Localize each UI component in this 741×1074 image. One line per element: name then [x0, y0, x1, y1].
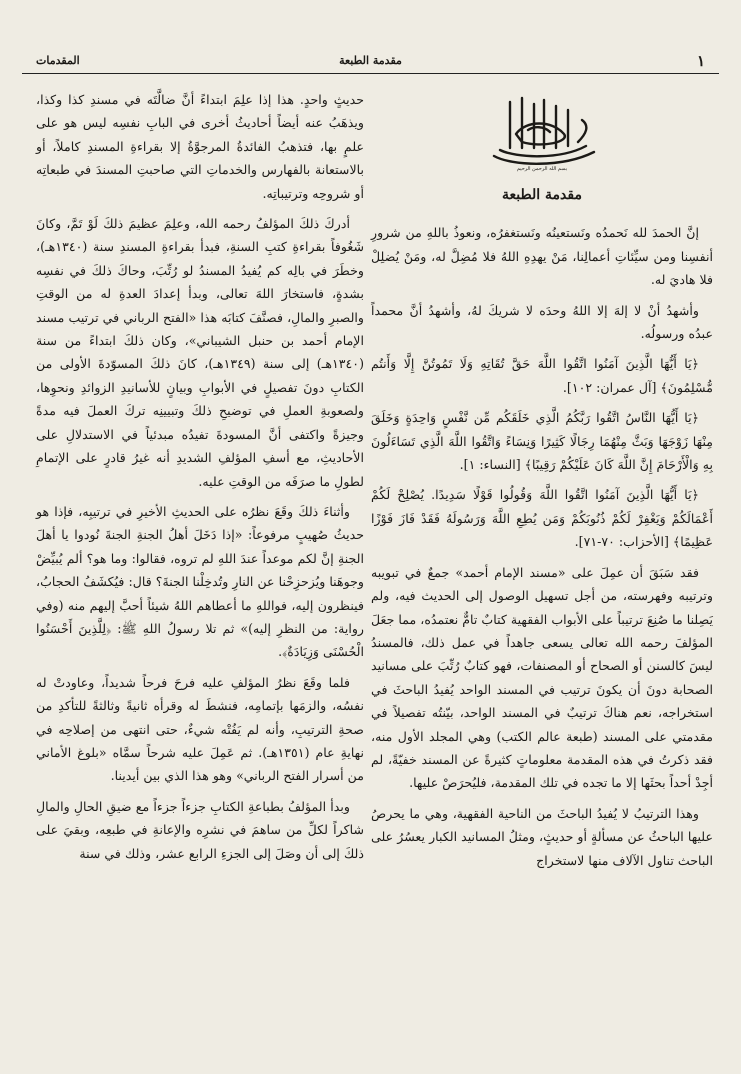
paragraph: وهذا الترتيبُ لا يُفيدُ الباحثَ من الناحية الفقهية، وهي ما يحرصُ عليها الباحثُ عن مسألةٍ أو حديثٍ، ومثلُ المسانيد الكبار يعسُرُ على الباحث تناول الآلاف منها لاستخراج	[371, 805, 713, 868]
running-title-center: مقدمة الطبعة	[339, 54, 402, 67]
paragraph: فلما وقَعَ نظرُ المؤلفِ عليه فرحَ فرحاً شديداً، وعاودتْ له نفسُه، والزمَها بإتمامِه، فنشطَ له وقرأه ثانيةً وثالثةً للتأكدِ من صحةِ الترتيبِ، وأنه لم يَفُتْه شيءٌ، حتى انتهى من إصلاحِه في نهايةِ عام (١٣٥١هـ). ثم عَمِلَ عليه شرحاً سمَّاه «بلوغ الأماني من أسرار الفتح الرباني» وهو هذا الذي بين أيدينا.	[36, 674, 364, 784]
running-header	[22, 38, 719, 72]
right-column	[371, 84, 713, 879]
quran-verse: ﴿يَا أَيُّهَا النَّاسُ اتَّقُوا رَبَّكُمُ الَّذِي خَلَقَكُم مِّن نَّفْسٍ وَاحِدَةٍ وَخَلَقَ مِنْهَا زَوْجَهَا وَبَثَّ مِنْهُمَا رِجَالًا كَثِيرًا وَنِسَاءً وَاتَّقُوا اللَّهَ الَّذِي تَسَاءَلُونَ بِهِ وَالْأَرْحَامَ إِنَّ اللَّهَ كَانَ عَلَيْكُمْ رَقِيبًا﴾ [النساء: ١].	[371, 410, 713, 473]
running-title-left: المقدمات	[36, 54, 80, 67]
paragraph: حديثٍ واحدٍ. هذا إذا علِمَ ابتداءً أنَّ ضالَّتَه في مسندِ كذا وكذا، ويذهَبُ عنه أيضاً أحاديثُ أخرى في البابِ نفسِه ليس هو على علمٍ بها، فتذهبُ الفائدةُ المرجوَّةُ إلا بقراءةِ المسندِ كاملاً، أو بالاستعانة بالفهارس والخدماتِ التي صاحبتِ المسندَ في طبعاتِه أو شروحِه وترتيباتِه.	[36, 92, 364, 201]
quran-verse: ﴿يَا أَيُّهَا الَّذِينَ آمَنُوا اتَّقُوا اللَّهَ حَقَّ تُقَاتِهِ وَلَا تَمُوتُنَّ إِلَّا وَأَنتُم مُّسْلِمُونَ﴾ [آل عمران: ١٠٢].	[371, 356, 713, 395]
section-title: مقدمة الطبعة	[502, 187, 582, 203]
header-rule	[22, 73, 719, 74]
paragraph: وأثناءَ ذلكَ وقَعَ نظرُه على الحديثِ الأخيرِ في ترتيبِه، فإذا هو حديثُ صُهيبٍ مرفوعاً: «إذا دَخَلَ أهلُ الجنةِ الجنةَ نُودوا يا أهلَ الجنةِ إنَّ لكم موعداً عندَ اللهِ لم تروه، فقالوا: وما هو؟ ألم يُبيِّضْ وجوهَنا ويُزحزِحْنا عن النارِ وتُدخِلْنا الجنةَ؟ قال: فيُكشَفُ الحجابُ، فينظرون إليه، فواللهِ ما أعطاهم اللهُ شيئاً أحبَّ إليهم منه (وفي رواية: من النظرِ إليه)» ثم تلا رسولُ اللهِ ﷺ: ﴿لِلَّذِينَ أَحْسَنُوا الْحُسْنَى وَزِيَادَةٌ﴾.	[36, 503, 364, 660]
paragraph: فقد سَبَقَ أن عمِلَ على «مسند الإمام أحمد» جمعٌ في تبويبه وترتيبه وفهرسته، من أجل تسهيل الوصول إلى الحديث فيه، ولم يَصِلنا ما صُنِعَ ترتيباً على الأبواب الفقهية كتابٌ تامٌّ نعتمدُه، مما جعَلَ المؤلفَ رحمه الله تعالى يسعى جاهداً في عمل ذلك، فالمسندُ ليسَ كالسنن أو الصحاح أو المصنفات، فهو كتابٌ رُتِّبَ على مسانيد الصحابة دونَ أن يكونَ ترتيب في المسند الواحد يُفيدُ الباحثَ في استخراجه، نعم هناكَ ترتيبٌ في المسند الواحد، بيّنتُه تفصيلاً في مقدمتي على المسند (طبعة عالم الكتب) وهي المجلد الأول منه، فقد ذكرتُ في هذه المقدمة معلوماتٍ كثيرةً عن المسند خفيّةً، لم أجِدْ أحداً بحثَها إلا ما تجده في تلك المقدمة، فليُحرَصْ عليها.	[371, 564, 713, 791]
page-number: ١	[696, 52, 705, 70]
basmala-calligraphy-ornament	[482, 90, 602, 174]
paragraph: وبدأ المؤلفُ بطباعةِ الكتابِ جزءاً جزءاً مع ضيقِ الحالِ والمالِ شاكراً لكلِّ من ساهمَ في نشرِه والإعانةِ في طبعِه، وبقيَ على ذلكَ إلى أن وصَلَ إلى الجزءِ الرابع عشر، وذلك في سنة	[36, 798, 364, 861]
ornament-text: بسم الله الرحمن الرحيم	[516, 166, 568, 172]
paragraph: وأشهدُ أنْ لا إلهَ إلا اللهُ وحدَه لا شريكَ لهُ، وأشهدُ أنَّ محمداً عبدُه ورسولُه.	[371, 302, 713, 342]
left-column	[36, 88, 364, 872]
paragraph: إنَّ الحمدَ لله نَحمدُه ونَستعينُه ونَستغفرُه، ونعوذُ باللهِ من شرورِ أنفسِنا ومن سيِّئاتِ أعمالِنا، مَنْ يهدِهِ اللهُ فلا مُضِلَّ له، ومَنْ يُضلِلْ فلا هاديَ له.	[371, 225, 713, 288]
quran-verse: ﴿يَا أَيُّهَا الَّذِينَ آمَنُوا اتَّقُوا اللَّهَ وَقُولُوا قَوْلًا سَدِيدًا. يُصْلِحْ لَكُمْ أَعْمَالَكُمْ وَيَغْفِرْ لَكُمْ ذُنُوبَكُمْ وَمَن يُطِعِ اللَّهَ وَرَسُولَهُ فَقَدْ فَازَ فَوْزًا عَظِيمًا﴾ [الأحزاب: ٧٠-٧١].	[371, 487, 713, 550]
paragraph: أدركَ ذلكَ المؤلفُ رحمه الله، وعلِمَ عظيمَ ذلكَ لَوْ تَمَّ، وكانَ شَغُوفاً بقراءةِ كتبِ السنةِ، فبدأ بقراءةِ المسندِ سنة (١٣٤٠هـ)، وخطَرَ في بالِه كم يُفيدُ المسندُ لو رُتِّبَ، وحاكَ ذلكَ في نفسِه بشدةٍ، فاستخارَ اللهَ تعالى، وبدأ إعدادَ العدةِ له من الوقتِ والصبرِ والمالِ، فصنَّفَ كتابَه هذا «الفتح الرباني في ترتيب مسند الإمام أحمد بن حنبل الشيباني»، وكان ذلكَ ابتداءً من سنة (١٣٤٠هـ) إلى سنة (١٣٤٩هـ)، كانَ ذلكَ المسوّدةَ الأولى من الكتابِ دونَ تفصيلٍ في الأبوابِ وبيانٍ للأسانيدِ الزوائدِ ونحوِها، ولصعوبةِ العملِ في توضيحِ ذلكَ وتبيينِه تركَ العملَ فيه مدةً وجيزةً واكتفى أنَّ المسودةَ تفيدُه مبدئياً في الاستدلالِ على الأحاديثِ، مع أسفِ المؤلفِ الشديدِ أنه غيرُ قادرٍ على الإتمامِ لطولِ ما صرَفَه من الوقتِ عليه.	[36, 216, 364, 489]
